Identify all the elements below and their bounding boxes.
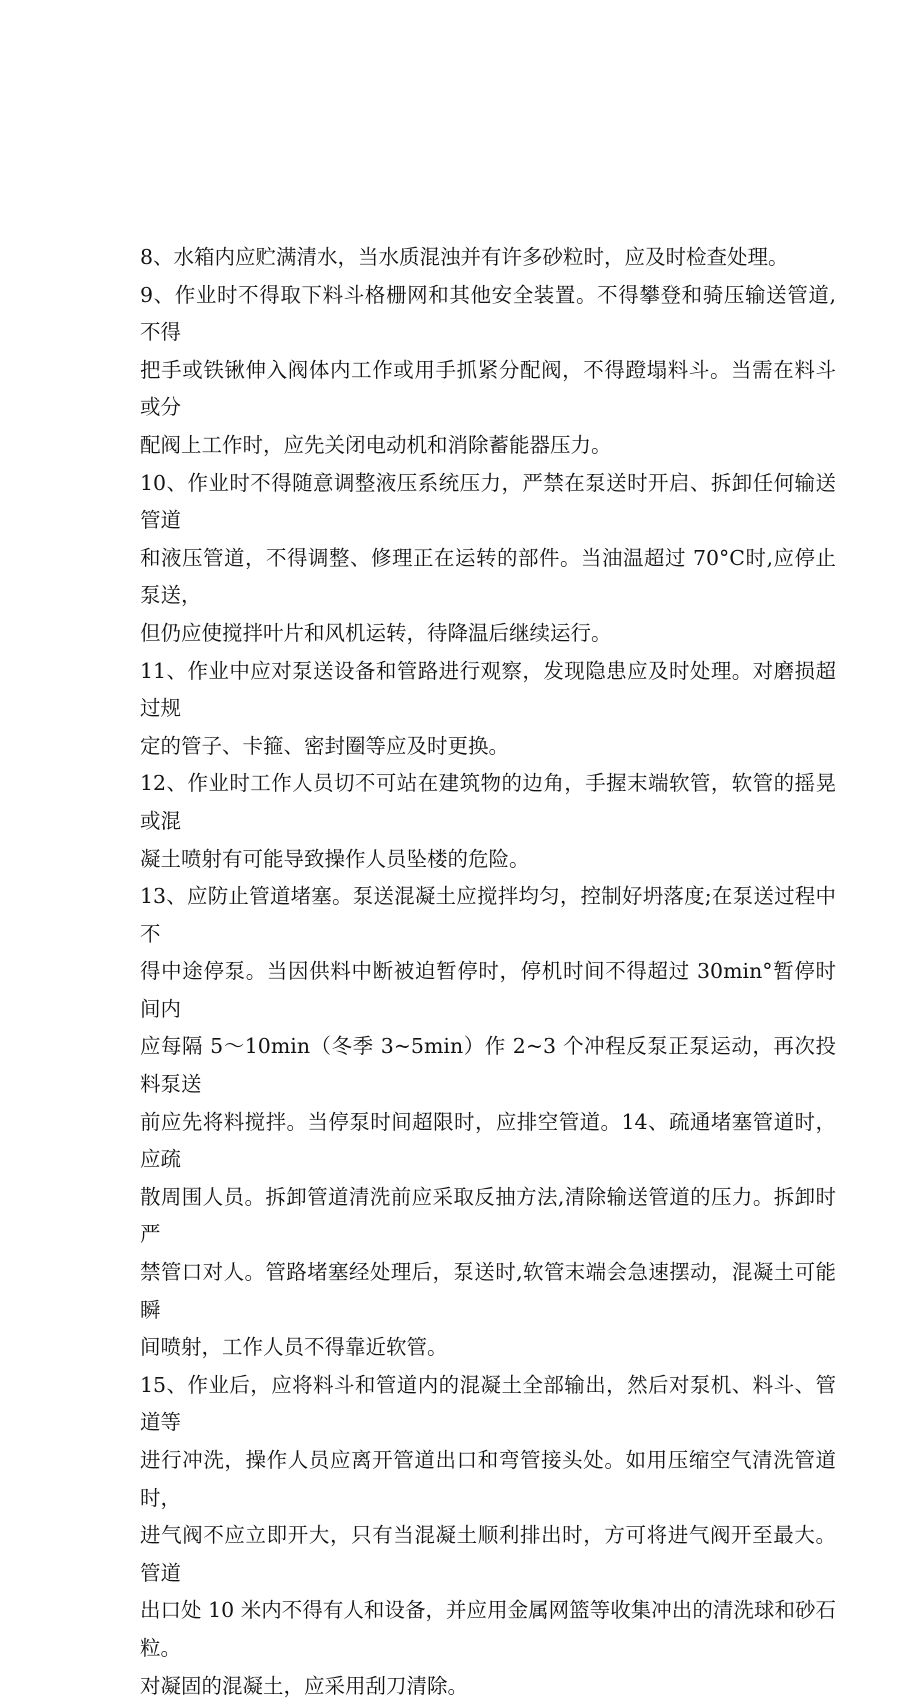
paragraph-item-9: 9、作业时不得取下料斗格栅网和其他安全装置。不得攀登和骑压输送管道,不得 把手或铁锹伸入阀体内工作或用手抓紧分配阀，不得蹬塌料斗。当需在料斗或分 配阀上工作时，应先关闭电动机和消除蓄能器压力。 [140,282,836,457]
paragraph-item-11: 11、作业中应对泵送设备和管路进行观察，发现隐患应及时处理。对磨损超过规 定的管子、卡箍、密封圈等应及时更换。 [140,658,836,758]
paragraph-item-15: 15、作业后，应将料斗和管道内的混凝土全部输出，然后对泵机、料斗、管道等 进行冲洗，操作人员应离开管道出口和弯管接头处。如用压缩空气清洗管道时， 进气阀不应立即开大，只有当混凝土顺利排出时，方可将进气阀开至最大。管道 出口处 10 米内不得有人和设备，并应用金属网篮等收集冲出的清洗球和砂石粒。 对凝固的混凝土，应采用刮刀清除。 [140,1372,836,1698]
paragraph-item-8: 8、水箱内应贮满清水，当水质混浊并有许多砂粒时，应及时检查处理。 [140,245,789,269]
document-body [140,239,836,1705]
paragraph-item-13: 13、应防止管道堵塞。泵送混凝土应搅拌均匀，控制好坍落度;在泵送过程中不 得中途停泵。当因供料中断被迫暂停时，停机时间不得超过 30min°暂停时间内 应每隔 5～10min（冬季 3~5min）作 2~3 个冲程反泵正泵运动，再次投料泵送 前应先将料搅拌。当停泵时间超限时，应排空管道。14、疏通堵塞管道时，应疏 散周围人员。拆卸管道清洗前应采取反抽方法,清除输送管道的压力。拆卸时严 禁管口对人。管路堵塞经处理后，泵送时,软管末端会急速摆动，混凝土可能瞬 间喷射，工作人员不得靠近软管。 [140,884,836,1360]
paragraph-item-10: 10、作业时不得随意调整液压系统压力，严禁在泵送时开启、拆卸任何输送管道 和液压管道，不得调整、修理正在运转的部件。当油温超过 70°C时,应停止泵送， 但仍应使搅拌叶片和风机运转，待降温后继续运行。 [140,470,836,645]
paragraph-item-12: 12、作业时工作人员切不可站在建筑物的边角，手握末端软管，软管的摇晃或混 凝土喷射有可能导致操作人员坠楼的危险。 [140,771,836,871]
